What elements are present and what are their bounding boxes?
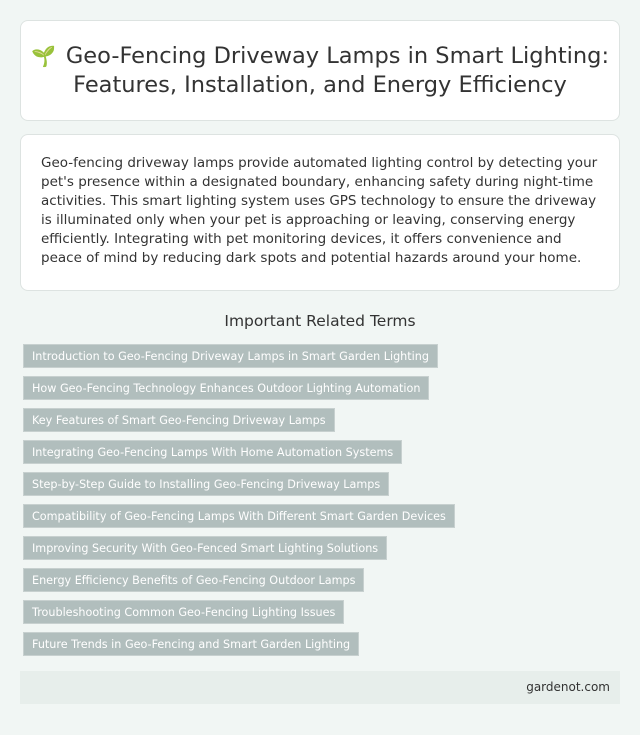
- sprout-icon: 🌱: [30, 44, 56, 68]
- related-term-link[interactable]: Integrating Geo-Fencing Lamps With Home Automation Systems: [23, 440, 402, 464]
- related-terms-list: [23, 344, 455, 664]
- related-term-link[interactable]: Improving Security With Geo-Fenced Smart Lighting Solutions: [23, 536, 387, 560]
- page-title-text: Geo-Fencing Driveway Lamps in Smart Lighting: Features, Installation, and Energy Efficiency: [65, 43, 610, 98]
- related-term-link[interactable]: Key Features of Smart Geo-Fencing Driveway Lamps: [23, 408, 335, 432]
- title-card: [20, 20, 620, 121]
- related-term-link[interactable]: Compatibility of Geo-Fencing Lamps With Different Smart Garden Devices: [23, 504, 455, 528]
- related-term-link[interactable]: How Geo-Fencing Technology Enhances Outdoor Lighting Automation: [23, 376, 429, 400]
- related-term-link[interactable]: Troubleshooting Common Geo-Fencing Lighting Issues: [23, 600, 344, 624]
- related-term-link[interactable]: Introduction to Geo-Fencing Driveway Lamps in Smart Garden Lighting: [23, 344, 438, 368]
- related-term-link[interactable]: Step-by-Step Guide to Installing Geo-Fencing Driveway Lamps: [23, 472, 389, 496]
- intro-paragraph: Geo-fencing driveway lamps provide automated lighting control by detecting your pet's presence within a designated boundary, enhancing safety during night-time activities. This smart lighting system uses GPS technology to ensure the driveway is illuminated only when your pet is approaching or leaving, conserving energy efficiently. Integrating with pet monitoring devices, it offers convenience and peace of mind by reducing dark spots and potential hazards around your home.: [41, 155, 598, 266]
- intro-card: [20, 134, 620, 291]
- related-terms-heading: Important Related Terms: [224, 312, 416, 330]
- related-term-link[interactable]: Future Trends in Geo-Fencing and Smart Garden Lighting: [23, 632, 359, 656]
- footer: [20, 671, 620, 704]
- related-term-link[interactable]: Energy Efficiency Benefits of Geo-Fencing Outdoor Lamps: [23, 568, 364, 592]
- footer-site-link[interactable]: gardenot.com: [526, 680, 610, 694]
- page-title: [21, 42, 619, 100]
